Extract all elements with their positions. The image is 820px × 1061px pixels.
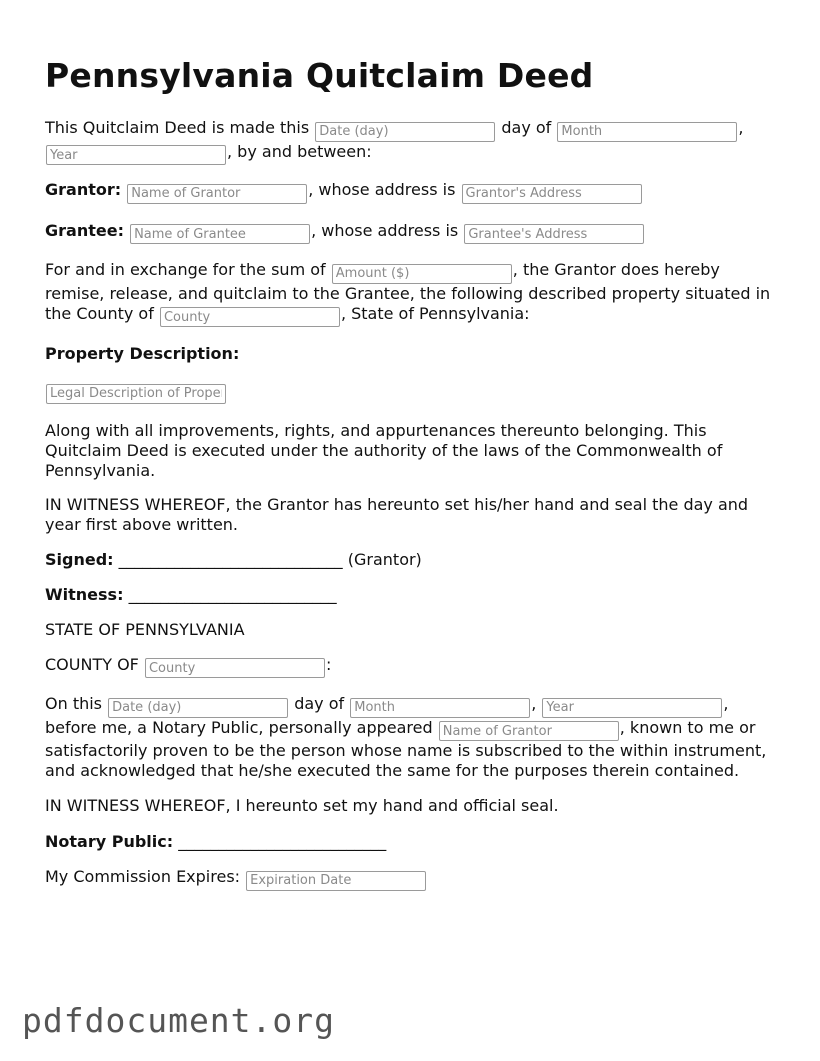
notary-label: Notary Public: — [45, 832, 174, 851]
property-field-row — [45, 380, 775, 404]
grantor-line: Grantor: Name of Grantor , whose address is Grantor's Address — [45, 180, 775, 204]
signature-line[interactable]: ____________________________ — [118, 549, 343, 569]
property-heading: Property Description: — [45, 344, 240, 363]
notary-whereof-paragraph: IN WITNESS WHEREOF, I hereunto set my hand and official seal. — [45, 796, 559, 815]
exchange-paragraph: For and in exchange for the sum of Amount ($) , the Grantor does hereby remise, release, and quitclaim to the Grantee, the following described property situated in the County of County , State of Pennsylvania: — [45, 260, 775, 327]
county-input[interactable] — [160, 307, 340, 327]
county-line: COUNTY OF County : — [45, 655, 775, 679]
grantee-label: Grantee: — [45, 220, 124, 240]
expiration-date-input[interactable] — [246, 871, 426, 891]
watermark-logo: pdfdocument.org — [22, 1001, 336, 1040]
witness-line — [45, 585, 775, 605]
ack-grantor-name-input[interactable] — [439, 721, 619, 741]
amount-input[interactable] — [332, 264, 512, 284]
acknowledgment-paragraph: On this Date (day) day of Month , Year , before me, a Notary Public, personally appeared Name of Grantor , known to me or satisfactorily proven to be the person whose name is subscribed to the within instrument, and acknowledged that he/she executed the same for the purposes therein contained. — [45, 694, 775, 781]
legal-description-input[interactable] — [46, 384, 226, 404]
year-input[interactable] — [46, 145, 226, 165]
along-paragraph: Along with all improvements, rights, and appurtenances thereunto belonging. This Quitclaim Deed is executed under the authority of the laws of the Commonwealth of Pennsylvania. — [45, 420, 723, 480]
witness-label: Witness: — [45, 584, 124, 604]
signed-line: Signed: ____________________________ (Grantor) — [45, 549, 422, 569]
ack-year-input[interactable] — [542, 698, 722, 718]
notary-signature-line[interactable]: __________________________ — [178, 832, 387, 851]
notary-line — [45, 832, 775, 852]
signed-label: Signed: — [45, 549, 114, 569]
date-day-input[interactable] — [315, 122, 495, 142]
witness-signature-line[interactable]: __________________________ — [128, 584, 337, 604]
witness-whereof-paragraph: IN WITNESS WHEREOF, the Grantor has hereunto set his/her hand and seal the day and year first above written. — [45, 494, 749, 534]
grantee-address-input[interactable] — [464, 224, 644, 244]
grantor-address-input[interactable] — [462, 184, 642, 204]
state-line: STATE OF PENNSYLVANIA — [45, 619, 245, 639]
grantor-name-input[interactable] — [127, 184, 307, 204]
ack-date-day-input[interactable] — [108, 698, 288, 718]
ack-month-input[interactable] — [350, 698, 530, 718]
page-title: Pennsylvania Quitclaim Deed — [45, 56, 594, 95]
month-input[interactable] — [557, 122, 737, 142]
intro-paragraph: This Quitclaim Deed is made this Date (day) day of Month , Year, by and between: — [45, 118, 775, 165]
notary-county-input[interactable] — [145, 658, 325, 678]
grantee-line: Grantee: Name of Grantee , whose address is Grantee's Address — [45, 221, 775, 245]
commission-line: My Commission Expires: Expiration Date — [45, 867, 775, 891]
deed-form — [45, 56, 775, 906]
grantor-label: Grantor: — [45, 180, 122, 199]
grantee-name-input[interactable] — [130, 224, 310, 244]
